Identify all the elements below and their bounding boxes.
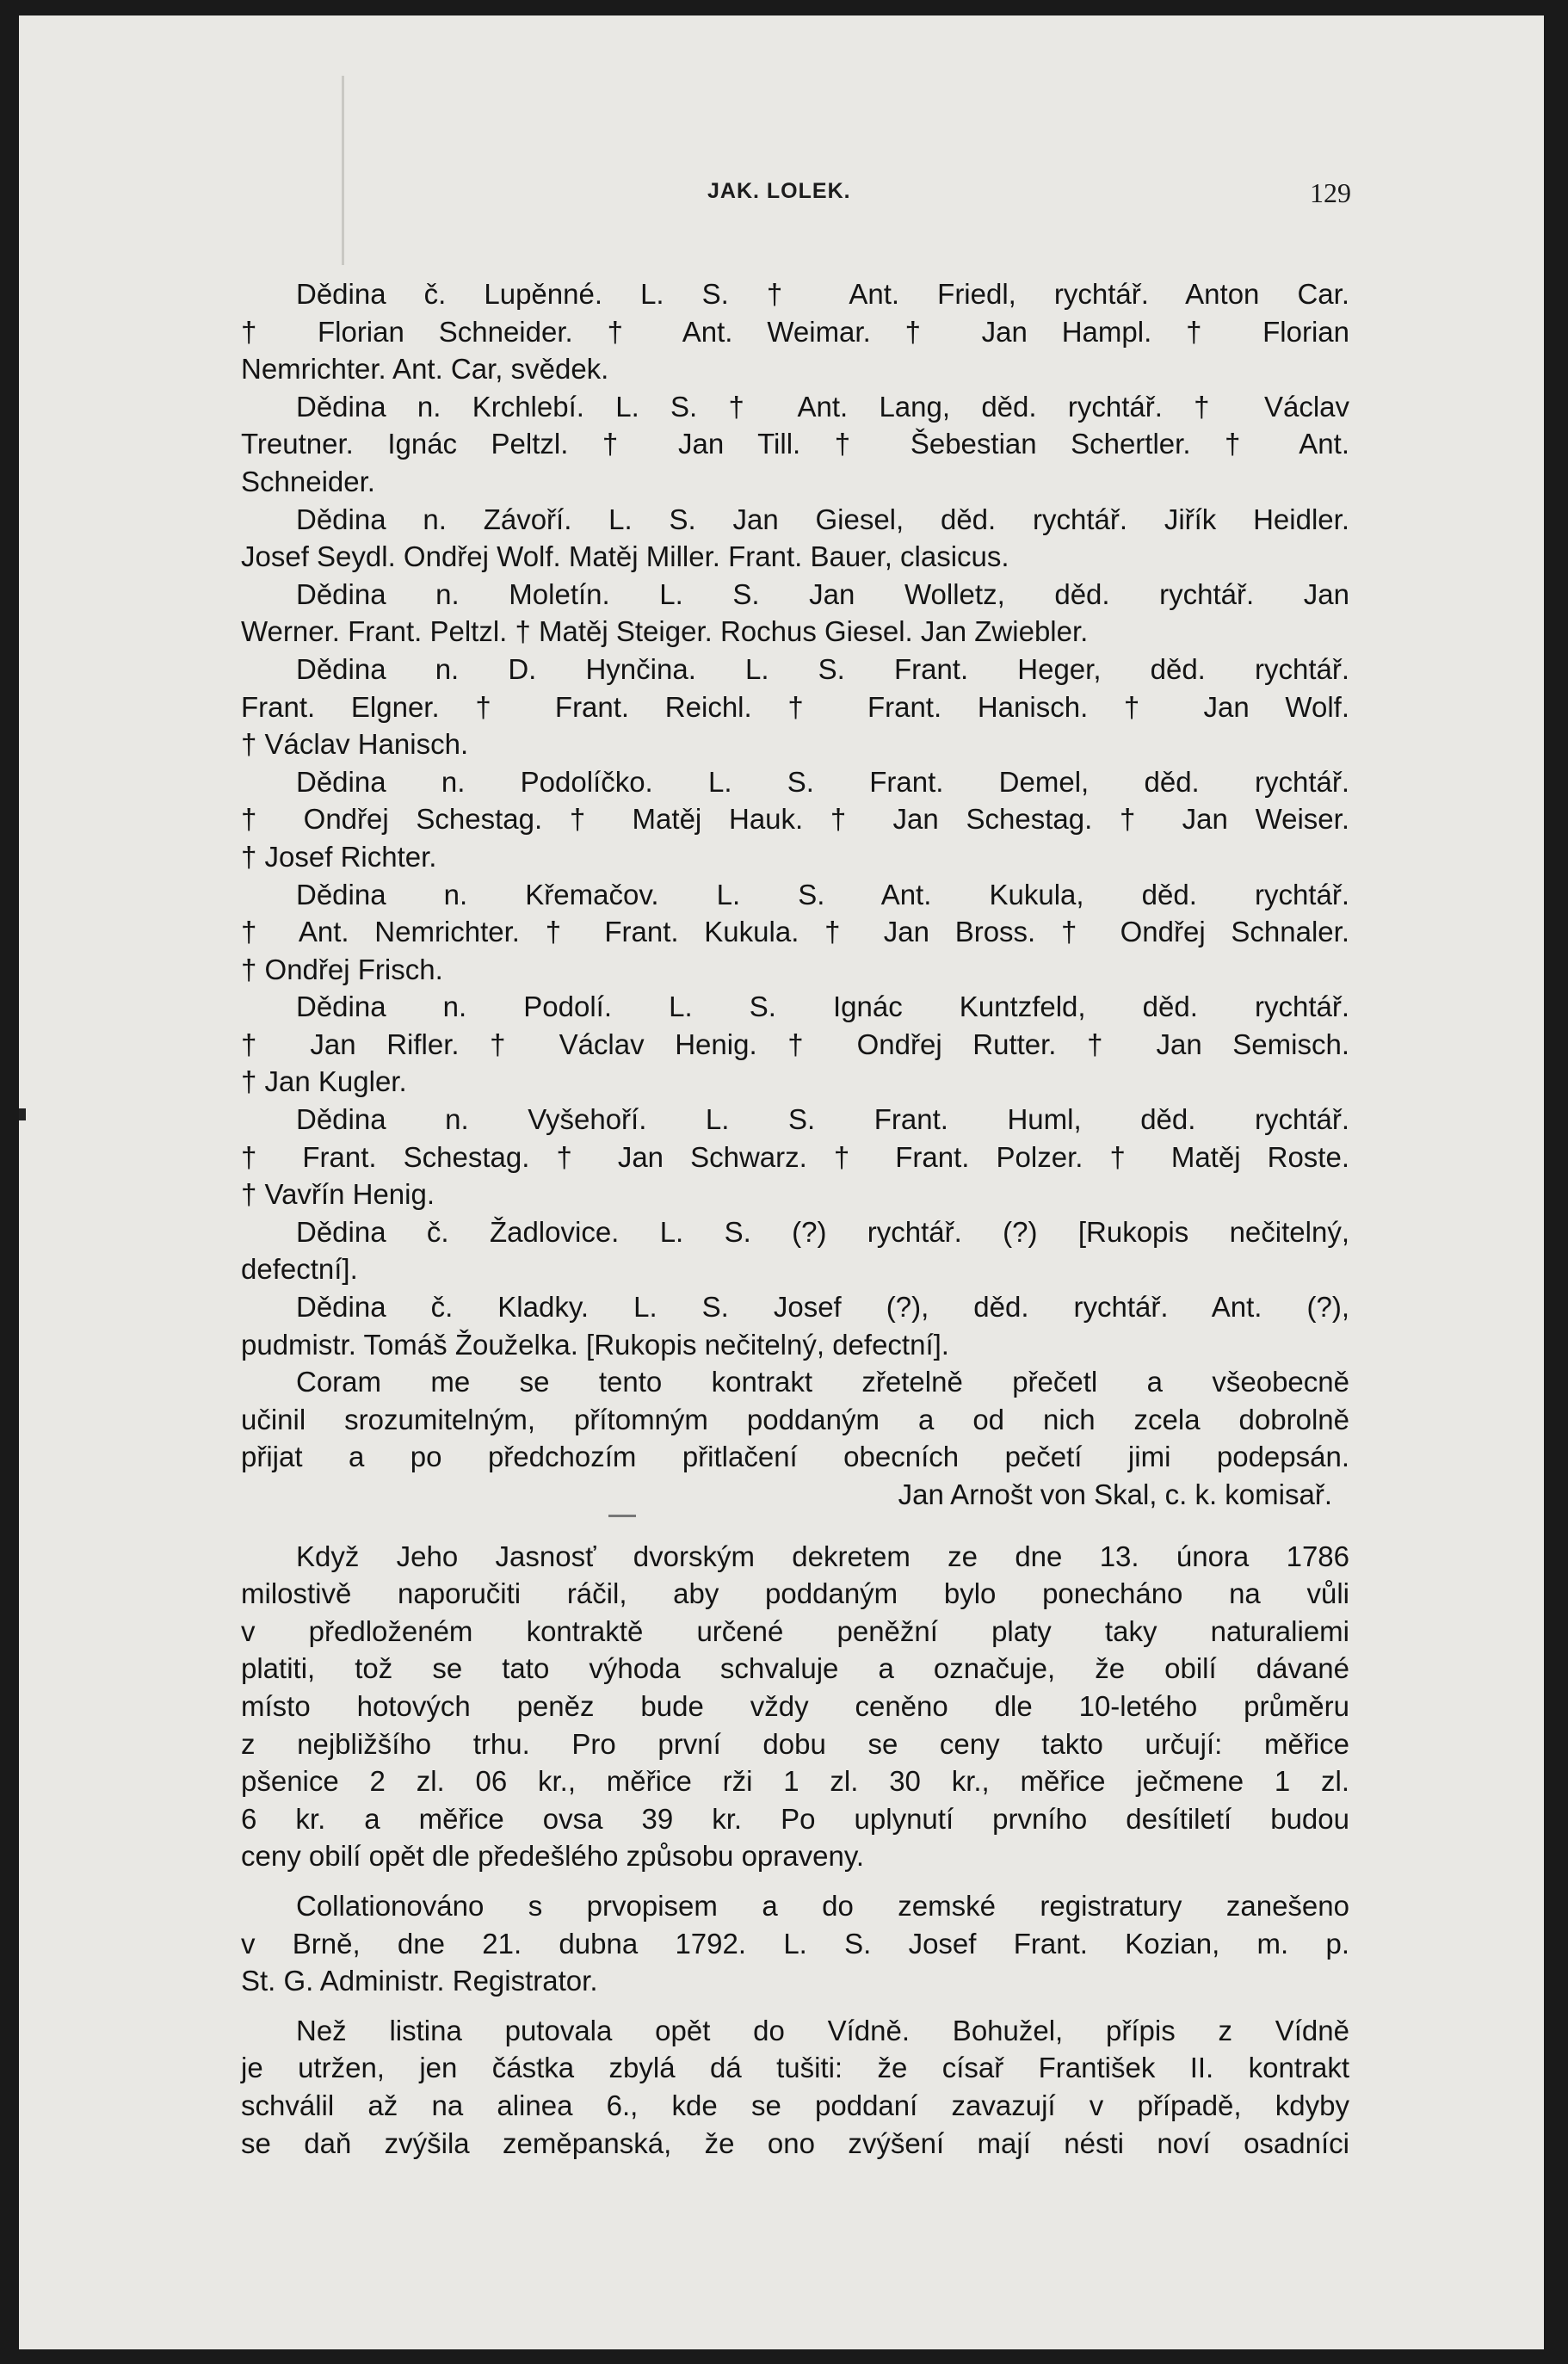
text-line: v předloženém kontraktě určené peněžní platy taky naturaliemi [241,1614,1349,1647]
text-line: učinil srozumitelným, přítomným poddaným a od nich zcela dobrolně [241,1403,1349,1435]
text-line: pudmistr. Tomáš Žouželka. [Rukopis nečitelný, defectní]. [241,1328,949,1361]
margin-mark [19,1108,26,1120]
text-line: milostivě naporučiti ráčil, aby poddaným bylo ponecháno na vůli [241,1577,1349,1610]
text-line: Josef Seydl. Ondřej Wolf. Matěj Miller. Frant. Bauer, clasicus. [241,540,1009,573]
text-line: † Vavřín Henig. [241,1178,435,1211]
text-line: Dědina č. Žadlovice. L. S. (?) rychtář. (?) [Rukopis nečitelný, [296,1215,1349,1248]
text-line: Než listina putovala opět do Vídně. Bohužel, přípis z Vídně [296,2014,1349,2046]
text-line: † Ondřej Schestag. † Matěj Hauk. † Jan Schestag. † Jan Weiser. [241,803,1349,836]
text-line: se daň zvýšila zeměpanská, že ono zvýšení mají nésti noví osadníci [241,2126,1349,2159]
text-line: Dědina n. Podolíčko. L. S. Frant. Demel, děd. rychtář. [296,765,1349,798]
text-line: Dědina n. Vyšehoří. L. S. Frant. Huml, děd. rychtář. [296,1103,1349,1136]
text-line: Treutner. Ignác Peltzl. † Jan Till. † Šebestian Schertler. † Ant. [241,428,1349,460]
text-line: † Jan Rifler. † Václav Henig. † Ondřej Rutter. † Jan Semisch. [241,1028,1349,1060]
text-line: 6 kr. a měřice ovsa 39 kr. Po uplynutí prvního desítiletí budou [241,1802,1349,1835]
text-line: Dědina n. Krchlebí. L. S. † Ant. Lang, děd. rychtář. † Václav [296,390,1349,423]
text-line: Frant. Elgner. † Frant. Reichl. † Frant. Hanisch. † Jan Wolf. [241,690,1349,723]
page-number: 129 [1310,177,1351,208]
text-line: † Ant. Nemrichter. † Frant. Kukula. † Jan Bross. † Ondřej Schnaler. [241,916,1349,948]
text-line: Jan Arnošt von Skal, c. k. komisař. [898,1478,1332,1510]
text-line: je utržen, jen částka zbylá dá tušiti: že císař František II. kontrakt [241,2052,1349,2084]
text-line: Schneider. [241,465,375,497]
page-header [19,179,1544,222]
text-line: Dědina č. Lupěnné. L. S. † Ant. Friedl, rychtář. Anton Car. [296,278,1349,310]
text-line: Dědina n. Moletín. L. S. Jan Wolletz, děd. rychtář. Jan [296,577,1349,610]
text-line: pšenice 2 zl. 06 kr., měřice rži 1 zl. 30 kr., měřice ječmene 1 zl. [241,1765,1349,1798]
text-line: defectní]. [241,1253,358,1286]
text-line: † Jan Kugler. [241,1065,407,1098]
text-line: St. G. Administr. Registrator. [241,1965,598,1997]
body-text [241,275,1349,2162]
text-line: Když Jeho Jasnosť dvorským dekretem ze dne 13. února 1786 [296,1540,1349,1572]
text-line: Dědina n. D. Hynčina. L. S. Frant. Heger, děd. rychtář. [296,652,1349,685]
text-line: Dědina n. Závoří. L. S. Jan Giesel, děd. rychtář. Jiřík Heidler. [296,503,1349,535]
book-page [19,15,1544,2349]
text-line: Dědina n. Podolí. L. S. Ignác Kuntzfeld, děd. rychtář. [296,991,1349,1023]
text-line: Collationováno s prvopisem a do zemské registratury zanešeno [296,1889,1349,1922]
text-line: přijat a po předchozím přitlačení obecních pečetí jimi podepsán. [241,1441,1349,1473]
text-line: Coram me se tento kontrakt zřetelně přečetl a všeobecně [296,1366,1349,1398]
text-line: ceny obilí opět dle předešlého způsobu opraveny. [241,1840,865,1873]
running-head: JAK. LOLEK. [707,179,851,203]
text-line: z nejbližšího trhu. Pro první dobu se ceny takto určují: měřice [241,1727,1349,1760]
text-line: † Josef Richter. [241,840,437,873]
text-line: platiti, tož se tato výhoda schvaluje a označuje, že obilí dávané [241,1652,1349,1685]
text-line: Werner. Frant. Peltzl. † Matěj Steiger. Rochus Giesel. Jan Zwiebler. [241,615,1089,648]
text-line: Dědina n. Křemačov. L. S. Ant. Kukula, děd. rychtář. [296,878,1349,910]
text-line: v Brně, dne 21. dubna 1792. L. S. Josef Frant. Kozian, m. p. [241,1927,1349,1960]
page-crease [342,76,344,265]
text-line: schválil až na alinea 6., kde se poddaní zavazují v případě, kdyby [241,2089,1349,2121]
text-line: Dědina č. Kladky. L. S. Josef (?), děd. rychtář. Ant. (?), [296,1291,1349,1324]
text-line: místo hotových peněz bude vždy ceněno dle 10-letého průměru [241,1689,1349,1722]
text-line: Nemrichter. Ant. Car, svědek. [241,353,609,386]
text-line: † Ondřej Frisch. [241,953,443,985]
text-line: † Václav Hanisch. [241,728,469,761]
text-line: † Florian Schneider. † Ant. Weimar. † Jan Hampl. † Florian [241,315,1349,348]
text-line: † Frant. Schestag. † Jan Schwarz. † Frant. Polzer. † Matěj Roste. [241,1140,1349,1173]
